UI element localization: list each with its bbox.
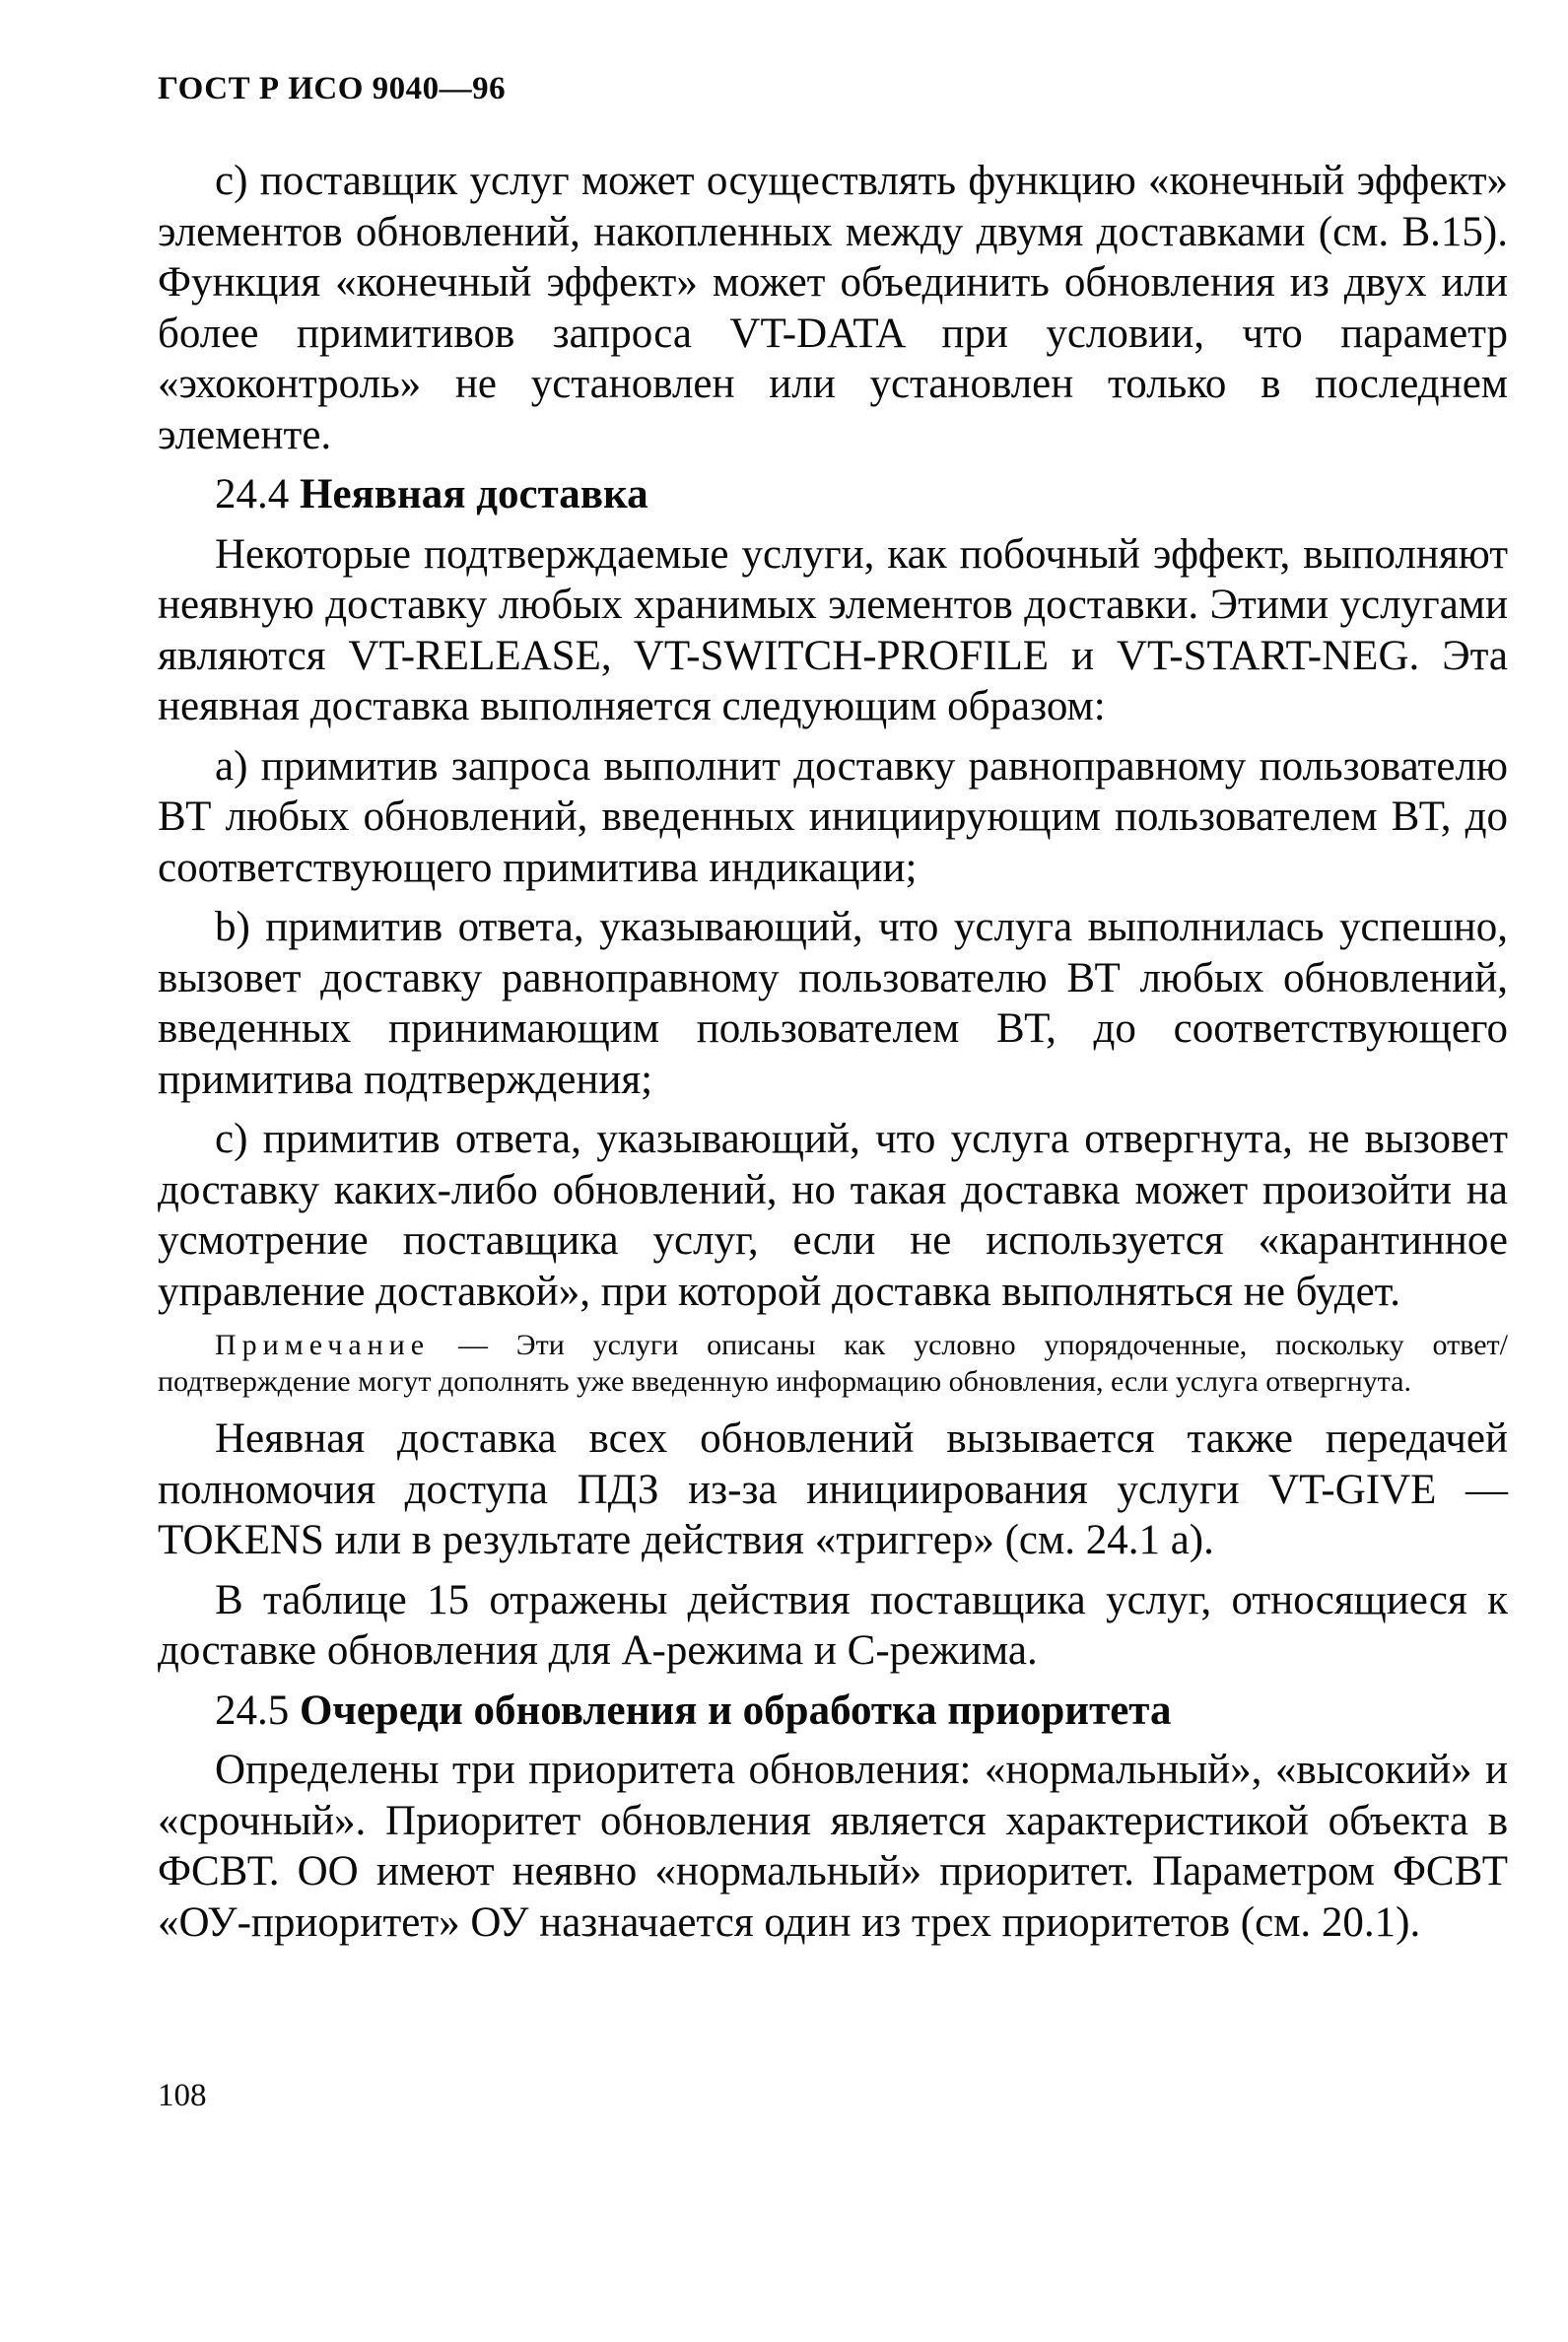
paragraph-table-15: В таблице 15 отражены действия поставщика услуг, относящиеся к доставке обновления для А-режима и С-режима.	[158, 1576, 1508, 1674]
page-header: ГОСТ Р ИСО 9040—96	[158, 71, 507, 106]
paragraph-c-final-effect: с) поставщик услуг может осуществлять функцию «конечный эффект» элементов обновлений, накопленных между двумя доставками (см. В.15). Функция «конечный эффект» может объединить обновления из двух или более примитивов запроса VT-DATA при условии, что параметр «эхоконтроль» не установлен или установлен только в последнем элементе.	[158, 158, 1508, 458]
document-body	[158, 156, 1508, 1957]
section-title: Очереди обновления и обработка приоритета	[300, 1687, 1172, 1734]
list-item-a: а) примитив запроса выполнит доставку равноправному пользователю ВТ любых обновлений, введенных инициирующим пользователем ВТ, до соответствующего примитива индикации;	[158, 742, 1508, 891]
section-title: Неявная доставка	[300, 471, 648, 517]
note-label: Примечание	[215, 1329, 431, 1361]
section-heading-24-5	[158, 1686, 1508, 1737]
paragraph-implicit-delivery: Некоторые подтверждаемые услуги, как побочный эффект, выполняют неявную доставку любых хранимых элементов доставки. Этими услугами являются VT-RELEASE, VT-SWITCH-PROFILE и VT-START-NEG. Эта неявная доставка выполняется следующим образом:	[158, 530, 1508, 729]
note-text: — Эти услуги описаны как условно упорядоченные, поскольку ответ/подтверждение могут дополнять уже введенную информацию обновления, если услуга отвергнута.	[158, 1329, 1508, 1398]
page-number: 108	[158, 2078, 207, 2113]
note	[158, 1327, 1508, 1400]
paragraph-give-tokens: Неявная доставка всех обновлений вызывается также передачей полномочия доступа ПДЗ из-за инициирования услуги VT-GIVE — TOKENS или в результате действия «триггер» (см. 24.1 а).	[158, 1415, 1508, 1563]
list-item-b: b) примитив ответа, указывающий, что услуга выполнилась успешно, вызовет доставку равноправному пользователю ВТ любых обновлений, введенных принимающим пользователем ВТ, до соответствующего примитива подтверждения;	[158, 904, 1508, 1103]
section-number: 24.5	[215, 1687, 290, 1734]
list-item-c: с) примитив ответа, указывающий, что услуга отвергнута, не вызовет доставку каких-либо обновлений, но такая доставка может произойти на усмотрение поставщика услуг, если не используется «карантинное управление доставкой», при которой доставка выполняться не будет.	[158, 1116, 1508, 1315]
section-heading-24-4	[158, 469, 1508, 520]
paragraph-priorities: Определены три приоритета обновления: «нормальный», «высокий» и «срочный». Приоритет обновления является характеристикой объекта в ФСВТ. ОО имеют неявно «нормальный» приоритет. Параметром ФСВТ «ОУ-приоритет» ОУ назначается один из трех приоритетов (см. 20.1).	[158, 1747, 1508, 1946]
section-number: 24.4	[215, 471, 290, 517]
